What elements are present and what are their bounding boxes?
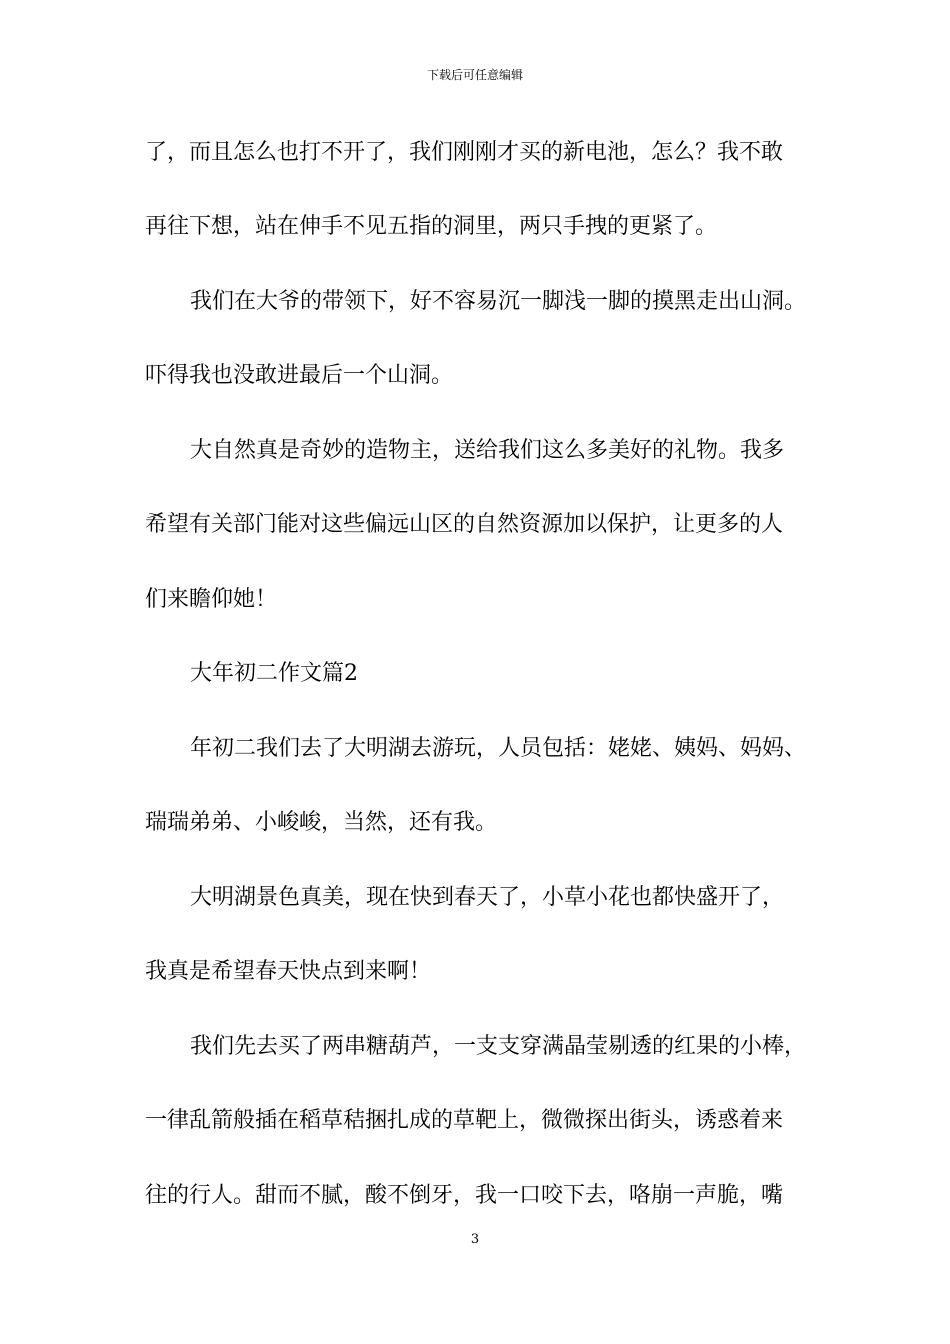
body-text-line: 了，而且怎么也打不开了，我们刚刚才买的新电池，怎么？我不敢 — [145, 140, 784, 165]
body-text-line: 一律乱箭般插在稻草秸捆扎成的草靶上，微微探出街头，诱惑着来 — [145, 1108, 784, 1133]
body-text-line: 往的行人。甜而不腻，酸不倒牙，我一口咬下去，咯崩一声脆，嘴 — [145, 1183, 784, 1208]
body-text-line: 年初二我们去了大明湖去游玩，人员包括：姥姥、姨妈、妈妈、 — [190, 736, 807, 761]
body-text-line: 吓得我也没敢进最后一个山洞。 — [145, 363, 454, 388]
body-text-line: 瑞瑞弟弟、小峻峻，当然，还有我。 — [145, 810, 498, 835]
body-text-line: 们来瞻仰她！ — [145, 587, 278, 612]
body-text-line: 我真是希望春天快点到来啊！ — [145, 959, 432, 984]
page-number: 3 — [470, 1232, 480, 1247]
body-text-line: 我们先去买了两串糖葫芦，一支支穿满晶莹剔透的红果的小棒， — [190, 1034, 807, 1059]
body-text-line: 希望有关部门能对这些偏远山区的自然资源加以保护，让更多的人 — [145, 512, 784, 537]
body-text-line: 大明湖景色真美，现在快到春天了，小草小花也都快盛开了， — [190, 885, 785, 910]
section-heading: 大年初二作文篇2 — [190, 661, 358, 686]
body-text-line: 大自然真是奇妙的造物主，送给我们这么多美好的礼物。我多 — [190, 438, 785, 463]
body-text-line: 我们在大爷的带领下，好不容易沉一脚浅一脚的摸黑走出山洞。 — [190, 289, 807, 314]
body-text-line: 再往下想，站在伸手不见五指的洞里，两只手拽的更紧了。 — [145, 214, 718, 239]
page-header: 下载后可任意编辑 — [426, 68, 523, 82]
